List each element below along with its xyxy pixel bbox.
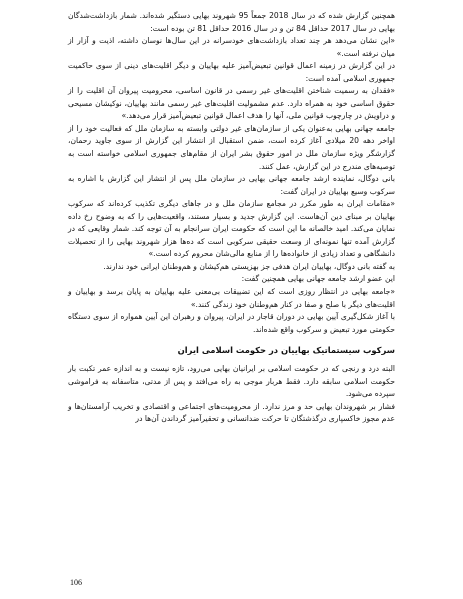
body-text-bottom bbox=[68, 363, 395, 426]
paragraph: البته درد و رنجی که در حکومت اسلامی بر ایرانیان بهایی می‌رود، تازه نیست و به اندازه عمر تکبت بار حکومت اسلامی سابقه دارد. فقط هربار موجی به راه می‌افتد و پس از مدتی، متاسفانه به فراموشی سپرده می‌شود. bbox=[68, 364, 395, 399]
paragraph: فشار بر شهروندان بهایی حد و مرز ندارد. از محرومیت‌های اجتماعی و اقتصادی و تخریب آرامستان‌ها و عدم مجوز خاکسپاری درگذشتگان تا حرکت ضدانسانی و تحقیرآمیز گرداندن آن‌ها در bbox=[68, 401, 395, 424]
paragraph: با آغاز شکل‌گیری آیین بهایی در دوران قاجار در ایران، پیروان و رهبران این آیین همواره از سوی دستگاه حکومتی مورد تبعیض و سرکوب واقع شده‌اند. bbox=[68, 312, 395, 334]
body-text-top bbox=[68, 10, 395, 336]
paragraph: این عضو ارشد جامعه جهانی بهایی همچنین گفت: bbox=[241, 274, 395, 284]
paragraph: به گفته بانی دوگال، بهاییان ایران هدفی جز بهزیستی هم‌کیشان و هم‌وطنان ایرانی خود ندارند. bbox=[103, 261, 395, 271]
paragraph: «این نشان می‌دهد هر چند تعداد بازداشت‌های خودسرانه در این سال‌ها نوسان داشته، اذیت و آزار از میان نرفته است.» bbox=[68, 36, 395, 58]
paragraph: «جامعه بهایی در انتظار روزی است که این تضییقات بی‌معنی علیه بهاییان به پایان برسد و بهاییان و اقلیت‌های دیگر با صلح و صفا در کنار هم‌وطنان خود زندگی کنند.» bbox=[68, 287, 395, 309]
paragraph: «مقامات ایران به طور مکرر در مجامع سازمان ملل و در جاهای دیگری تکذیب کرده‌اند که سرکوب بهاییان بر مبنای دین آن‌هاست. این گزارش جدید و بسیار مستند، واقعیت‌هایی را که به وضوح رخ داده نمایان می‌کند. امید خالصانه ما این است که حکومت ایران سرانجام به آن توجه کند. شمار وقایعی که در گزارش آمده تنها نمونه‌ای از وسعت حقیقی سرکوبی است که ده‌ها هزار شهروند بهایی را از تحصیلات دانشگاهی و تعداد زیادی از خانواده‌ها را از منابع مالی‌شان محروم کرده است.» bbox=[68, 199, 395, 259]
section-heading: سرکوب سیستماتیک بهاییان در حکومت اسلامی ایران bbox=[177, 345, 395, 356]
paragraph: بانی دوگال، نماینده ارشد جامعه جهانی بهایی در سازمان ملل پس از انتشار این گزارش با اشاره به سرکوب وسیع بهاییان در ایران گفت: bbox=[68, 174, 395, 196]
paragraph: «فقدان به رسمیت شناختن اقلیت‌های غیر رسمی در قانون اساسی، محرومیت پیروان آن اقلیت را از حقوق اساسی خود به همراه دارد. عدم مشمولیت اقلیت‌های غیر رسمی مانند بهاییان، نوکیشان مسیحی و دراویش در چارچوب قوانین ملی، آنها را هدف اعمال قوانین تبعیض‌آمیز قرار می‌دهد.» bbox=[68, 86, 395, 121]
paragraph: جامعه جهانی بهایی به‌عنوان یکی از سازمان‌های غیر دولتی وابسته به سازمان ملل که فعالیت خود را از اواخر دهه 20 میلادی آغاز کرده است، ضمن استقبال از انتشار این گزارش از سوی جاوید رحمان، گزارشگر ویژه سازمان ملل در امور حقوق بشر ایران از مقام‌های جمهوری اسلامی خواسته است به توصیه‌های مندرج در این گزارش، عمل کنند. bbox=[68, 123, 395, 171]
page-number: 106 bbox=[70, 578, 82, 587]
paragraph: در این گزارش در زمینه اعمال قوانین تبعیض‌آمیز علیه بهاییان و دیگر اقلیت‌های دینی از سوی حاکمیت جمهوری اسلامی آمده است: bbox=[68, 61, 395, 83]
paragraph: همچنین گزارش شده که در سال 2018 جمعاً 95 شهروند بهایی دستگیر شده‌اند. شمار بازداشت‌شدگان بهایی در سال 2017 حداقل 84 تن و در سال 2016 حداقل 81 تن بوده است: bbox=[68, 11, 396, 33]
